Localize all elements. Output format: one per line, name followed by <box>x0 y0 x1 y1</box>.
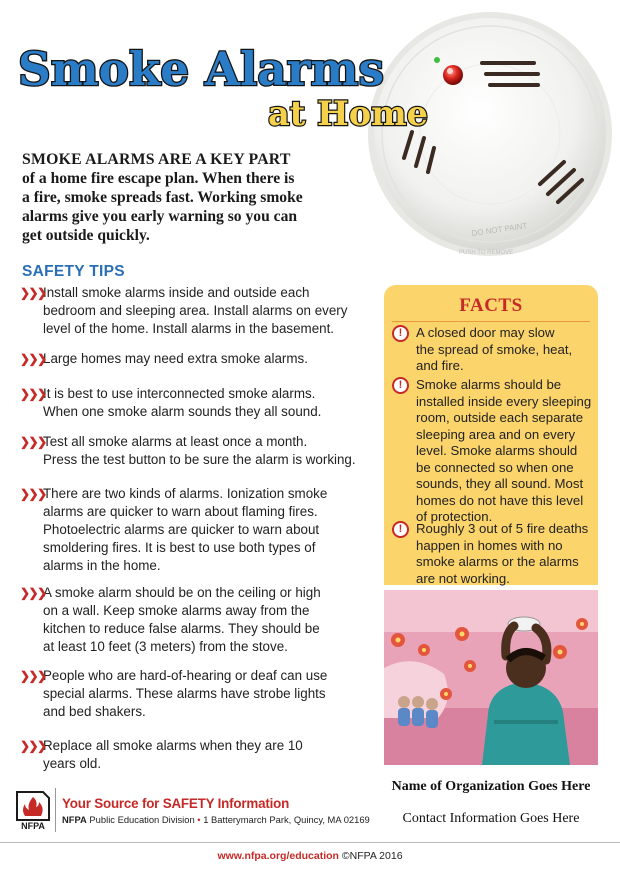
tip-item <box>20 385 370 421</box>
facts-divider <box>392 321 590 322</box>
safety-tips-heading: SAFETY TIPS <box>22 263 125 280</box>
tip-line: Install smoke alarms inside and outside each <box>43 285 310 300</box>
facts-box <box>384 285 598 585</box>
division-address <box>62 814 370 825</box>
tip-line: Large homes may need extra smoke alarms. <box>43 351 308 366</box>
fact-line: installed inside every sleeping <box>416 393 592 409</box>
chevron-bullet-icon: ❯❯❯ <box>20 669 46 683</box>
exclamation-icon: ! <box>392 521 409 538</box>
tip-item <box>20 737 370 773</box>
fact-line: Smoke alarms should be <box>416 377 562 392</box>
tip-line: Photoelectric alarms are quicker to warn about <box>43 522 320 537</box>
fact-line: the spread of smoke, heat, <box>416 341 573 357</box>
tip-item <box>20 284 370 338</box>
intro-paragraph <box>22 150 342 245</box>
tip-line: alarms are quicker to warn about flaming fires. <box>43 504 318 519</box>
fact-line: sleeping area and on every <box>416 426 576 442</box>
nfpa-logo <box>15 790 51 830</box>
fact-line: A closed door may slow <box>416 325 555 340</box>
fact-line: sounds, they all sound. Most <box>416 476 584 491</box>
footer-url-line <box>0 850 620 862</box>
fact-line: smoke alarms or the alarms <box>416 554 579 569</box>
intro-line: alarms give you early warning so you can <box>22 208 298 225</box>
chevron-bullet-icon: ❯❯❯ <box>20 487 46 501</box>
contact-information: Contact Information Goes Here <box>402 811 580 826</box>
street-address: 1 Batterymarch Park, Quincy, MA 02169 <box>203 814 370 825</box>
exclamation-icon: ! <box>392 377 409 394</box>
fact-line: be connected so when one <box>416 459 574 475</box>
tip-item <box>20 433 370 469</box>
intro-line: of a home fire escape plan. When there is <box>22 170 295 187</box>
chevron-bullet-icon: ❯❯❯ <box>20 586 46 600</box>
tip-line: special alarms. These alarms have strobe lights <box>43 686 326 701</box>
title-line-1: Smoke Alarms <box>18 42 384 96</box>
tip-line: When one smoke alarm sounds they all sound. <box>43 404 322 419</box>
tip-line: and bed shakers. <box>43 704 146 719</box>
chevron-bullet-icon: ❯❯❯ <box>20 435 46 449</box>
tip-line: years old. <box>43 756 102 771</box>
fact-item <box>392 377 592 526</box>
fact-line: room, outside each separate <box>416 410 584 425</box>
tip-line: Press the test button to be sure the alarm is working. <box>43 452 356 467</box>
fact-line: homes do not have this level <box>416 492 584 508</box>
tip-line: People who are hard-of-hearing or deaf can use <box>43 668 328 683</box>
chevron-bullet-icon: ❯❯❯ <box>20 352 46 366</box>
source-tagline: Your Source for SAFETY Information <box>62 796 290 811</box>
alarm-label-paint: DO NOT PAINT <box>471 221 528 238</box>
tip-line: bedroom and sleeping area. Install alarms on every <box>43 303 348 318</box>
testing-alarm-illustration <box>384 590 598 765</box>
facts-heading: FACTS <box>459 295 523 316</box>
tip-line: It is best to use interconnected smoke alarms. <box>43 386 316 401</box>
chevron-bullet-icon: ❯❯❯ <box>20 739 46 753</box>
alarm-label-remove: PUSH TO REMOVE <box>459 250 514 256</box>
tip-line: Test all smoke alarms at least once a month. <box>43 434 308 449</box>
tip-line: kitchen to reduce false alarms. They should be <box>43 621 320 636</box>
division-org: NFPA <box>62 814 87 825</box>
logo-text: NFPA <box>21 821 45 830</box>
fact-line: and fire. <box>416 358 464 373</box>
page-title <box>14 32 428 142</box>
fact-line: of protection. <box>416 509 493 524</box>
fact-line: level. Smoke alarms should <box>416 443 578 458</box>
footer-divider <box>55 788 56 832</box>
fact-item <box>392 325 592 375</box>
tip-item <box>20 485 370 575</box>
separator-dot: • <box>194 814 204 825</box>
tip-line: alarms in the home. <box>43 558 161 573</box>
fact-line: happen in homes with no <box>416 537 563 553</box>
copyright-text: ©NFPA 2016 <box>338 850 403 862</box>
intro-line: a fire, smoke spreads fast. Working smoke <box>22 189 303 206</box>
intro-lead: SMOKE ALARMS ARE A KEY PART <box>22 151 291 168</box>
tip-line: smoldering fires. It is best to use both types of <box>43 540 316 555</box>
chevron-bullet-icon: ❯❯❯ <box>20 286 46 300</box>
fact-line: are not working. <box>416 570 510 586</box>
tip-line: A smoke alarm should be on the ceiling or high <box>43 585 321 600</box>
tip-item <box>20 584 370 656</box>
intro-line: get outside quickly. <box>22 227 150 244</box>
tip-line: Replace all smoke alarms when they are 10 <box>43 738 303 753</box>
tip-line: level of the home. Install alarms in the basement. <box>43 321 335 336</box>
division-name: Public Education Division <box>86 814 195 825</box>
tip-item <box>20 350 370 368</box>
tip-line: There are two kinds of alarms. Ionization smoke <box>43 486 328 501</box>
smoke-alarm-illustration <box>364 8 616 260</box>
tip-line: at least 10 feet (3 meters) from the stove. <box>43 639 288 654</box>
title-line-2: at Home <box>268 94 428 134</box>
footer-rule <box>0 842 620 843</box>
fact-item <box>392 521 592 587</box>
chevron-bullet-icon: ❯❯❯ <box>20 387 46 401</box>
exclamation-icon: ! <box>392 325 409 342</box>
organization-name: Name of Organization Goes Here <box>391 779 591 794</box>
tip-item <box>20 667 370 721</box>
tip-line: on a wall. Keep smoke alarms away from the <box>43 603 310 618</box>
education-link[interactable]: www.nfpa.org/education <box>217 850 339 862</box>
fact-line: Roughly 3 out of 5 fire deaths <box>416 521 589 536</box>
